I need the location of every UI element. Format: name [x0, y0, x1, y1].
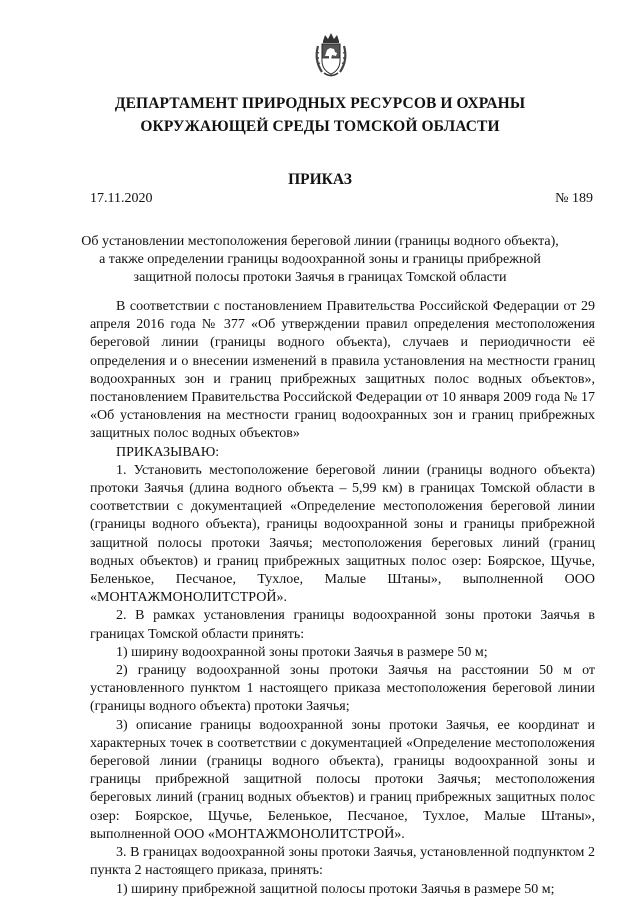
item-2-2-paragraph: 2) границу водоохранной зоны протоки Заячья на расстоянии 50 м от установленного пунктом 1 настоящего приказа местоположения береговой линии (границы водного объекта) протоки Заячья; [90, 663, 595, 715]
document-subject [80, 233, 560, 287]
document-date: 17.11.2020 [90, 191, 153, 206]
subject-line: Об установлении местоположения береговой линии (границы водного объекта), [81, 234, 559, 249]
item-3-paragraph: 3. В границах водоохранной зоны протоки Заячья, установленной подпунктом 2 пункта 2 настоящего приказа, принять: [90, 845, 595, 879]
document-number: № 189 [555, 191, 593, 206]
preamble-paragraph: В соответствии с постановлением Правительства Российской Федерации от 29 апреля 2016 года № 377 «Об утверждении правил определения местоположения береговой линии (границы водного объекта), случаев и периодичности её определения и о внесении изменений в правила установления на местности границ водоохранных зон и границ прибрежных защитных полос водных объектов», постановлением Правительства Российской Федерации от 10 января 2009 года № 17 «Об установления на местности границ водоохранных зон и границ прибрежных защитных полос водных объектов» [90, 299, 595, 442]
item-2-3-paragraph: 3) описание границы водоохранной зоны протоки Заячья, ее координат и характерных точек в соответствии с документацией «Определение местоположения береговой линии (границы водного объекта), границы водоохранной зоны и границы прибрежной защитной полосы протоки Заячья; местоположения береговых линий (границ водных объектов) и границ прибрежных защитных полос озер: Боярское, Щучье, Беленькое, Песчаное, Тухлое, Малые Штаны», выполненной ООО «МОНТАЖМОНОЛИТСТРОЙ». [90, 717, 595, 842]
item-1-paragraph: 1. Установить местоположение береговой линии (границы водного объекта) протоки Заячья (длина водного объекта – 5,99 км) в границах Томской области в соответствии с документацией «Определение местоположения береговой линии (границы водного объекта), границы водоохранной зоны и границы прибрежной защитной полосы протоки Заячья; местоположения береговых линий (границ водных объектов) и границ прибрежных защитных полос озер: Боярское, Щучье, Беленькое, Песчаное, Тухлое, Малые Штаны», выполненной ООО «МОНТАЖМОНОЛИТСТРОЙ». [90, 462, 595, 606]
department-name-line-1: ДЕПАРТАМЕНТ ПРИРОДНЫХ РЕСУРСОВ И ОХРАНЫ [114, 95, 526, 112]
item-3-1-paragraph: 1) ширину прибрежной защитной полосы протоки Заячья в размере 50 м; [116, 881, 555, 897]
item-2-paragraph: 2. В рамках установления границы водоохранной зоны протоки Заячья в границах Томской области принять: [90, 608, 595, 642]
document-body [90, 298, 595, 899]
department-name-line-2: ОКРУЖАЮЩЕЙ СРЕДЫ ТОМСКОЙ ОБЛАСТИ [140, 118, 500, 135]
document-title: ПРИКАЗ [288, 171, 352, 188]
subject-line: а также определении границы водоохранной зоны и границы прибрежной [99, 252, 541, 267]
coat-of-arms-icon [312, 32, 350, 78]
item-2-1-paragraph: 1) ширину водоохранной зоны протоки Заячья в размере 50 м; [116, 644, 488, 660]
order-word: ПРИКАЗЫВАЮ: [116, 444, 220, 460]
subject-line: защитной полосы протоки Заячья в границах Томской области [133, 270, 507, 285]
